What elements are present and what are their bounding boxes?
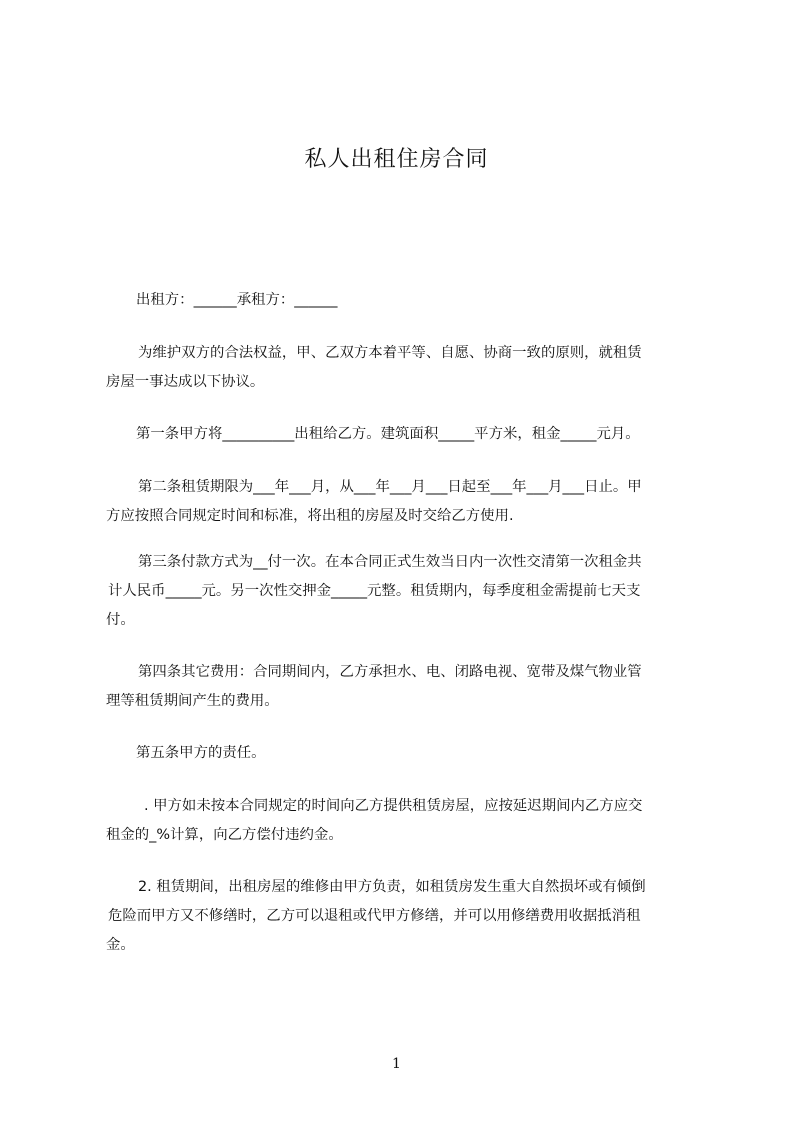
preamble-paragraph [106, 339, 702, 397]
text-line: 租金的_%计算，向乙方偿付违约金。 [106, 827, 343, 843]
text-line: 理等租赁期间产生的费用。 [106, 693, 279, 709]
article-1-paragraph [106, 420, 702, 449]
parties-paragraph [106, 286, 702, 315]
text-line: 方应按照合同规定时间和标准，将出租的房屋及时交给乙方使用. [106, 508, 514, 524]
text-line: 第二条租赁期限为___年___月，从___年___月___日起至___年___月___日止。甲 [138, 479, 642, 495]
text-line: 第一条甲方将__________出租给乙方。建筑面积_____平方米，租金_____元月。 [136, 426, 640, 442]
text-line: 金。 [106, 937, 135, 953]
article-5-paragraph [106, 739, 702, 768]
text-line: 计人民币_____元。另一次性交押金_____元整。租赁期内，每季度租金需提前七天支 [108, 583, 641, 599]
page-number: 1 [392, 1056, 401, 1072]
text-line: 危险而甲方又不修缮时，乙方可以退租或代甲方修缮，并可以用修缮费用收据抵消租 [108, 908, 641, 924]
text-line: 第四条其它费用：合同期间内，乙方承担水、电、闭路电视、宽带及煤气物业管 [138, 664, 642, 680]
clause-1-paragraph [106, 792, 702, 850]
article-3-paragraph [106, 548, 702, 635]
text-line: . 甲方如未按本合同规定的时间向乙方提供租赁房屋，应按延迟期间内乙方应交 [144, 798, 643, 814]
text-line: 为维护双方的合法权益，甲、乙双方本着平等、自愿、协商一致的原则，就租赁 [138, 345, 642, 361]
text-line: 房屋一事达成以下协议。 [106, 374, 265, 390]
clause-2-paragraph [106, 873, 702, 960]
text-line: 第五条甲方的责任。 [136, 745, 266, 761]
text-line: 付。 [106, 612, 135, 628]
text-line: 2. 租赁期间，出租房屋的维修由甲方负责，如租赁房发生重大自然损坏或有倾倒 [138, 879, 646, 895]
article-4-paragraph [106, 658, 702, 716]
text-line: 出租方：______承租方：______ [136, 292, 338, 308]
text-line: 第三条付款方式为__付一次。在本合同正式生效当日内一次性交清第一次租金共 [138, 554, 642, 570]
article-2-paragraph [106, 473, 702, 531]
page-title: 私人出租住房合同 [304, 147, 489, 172]
